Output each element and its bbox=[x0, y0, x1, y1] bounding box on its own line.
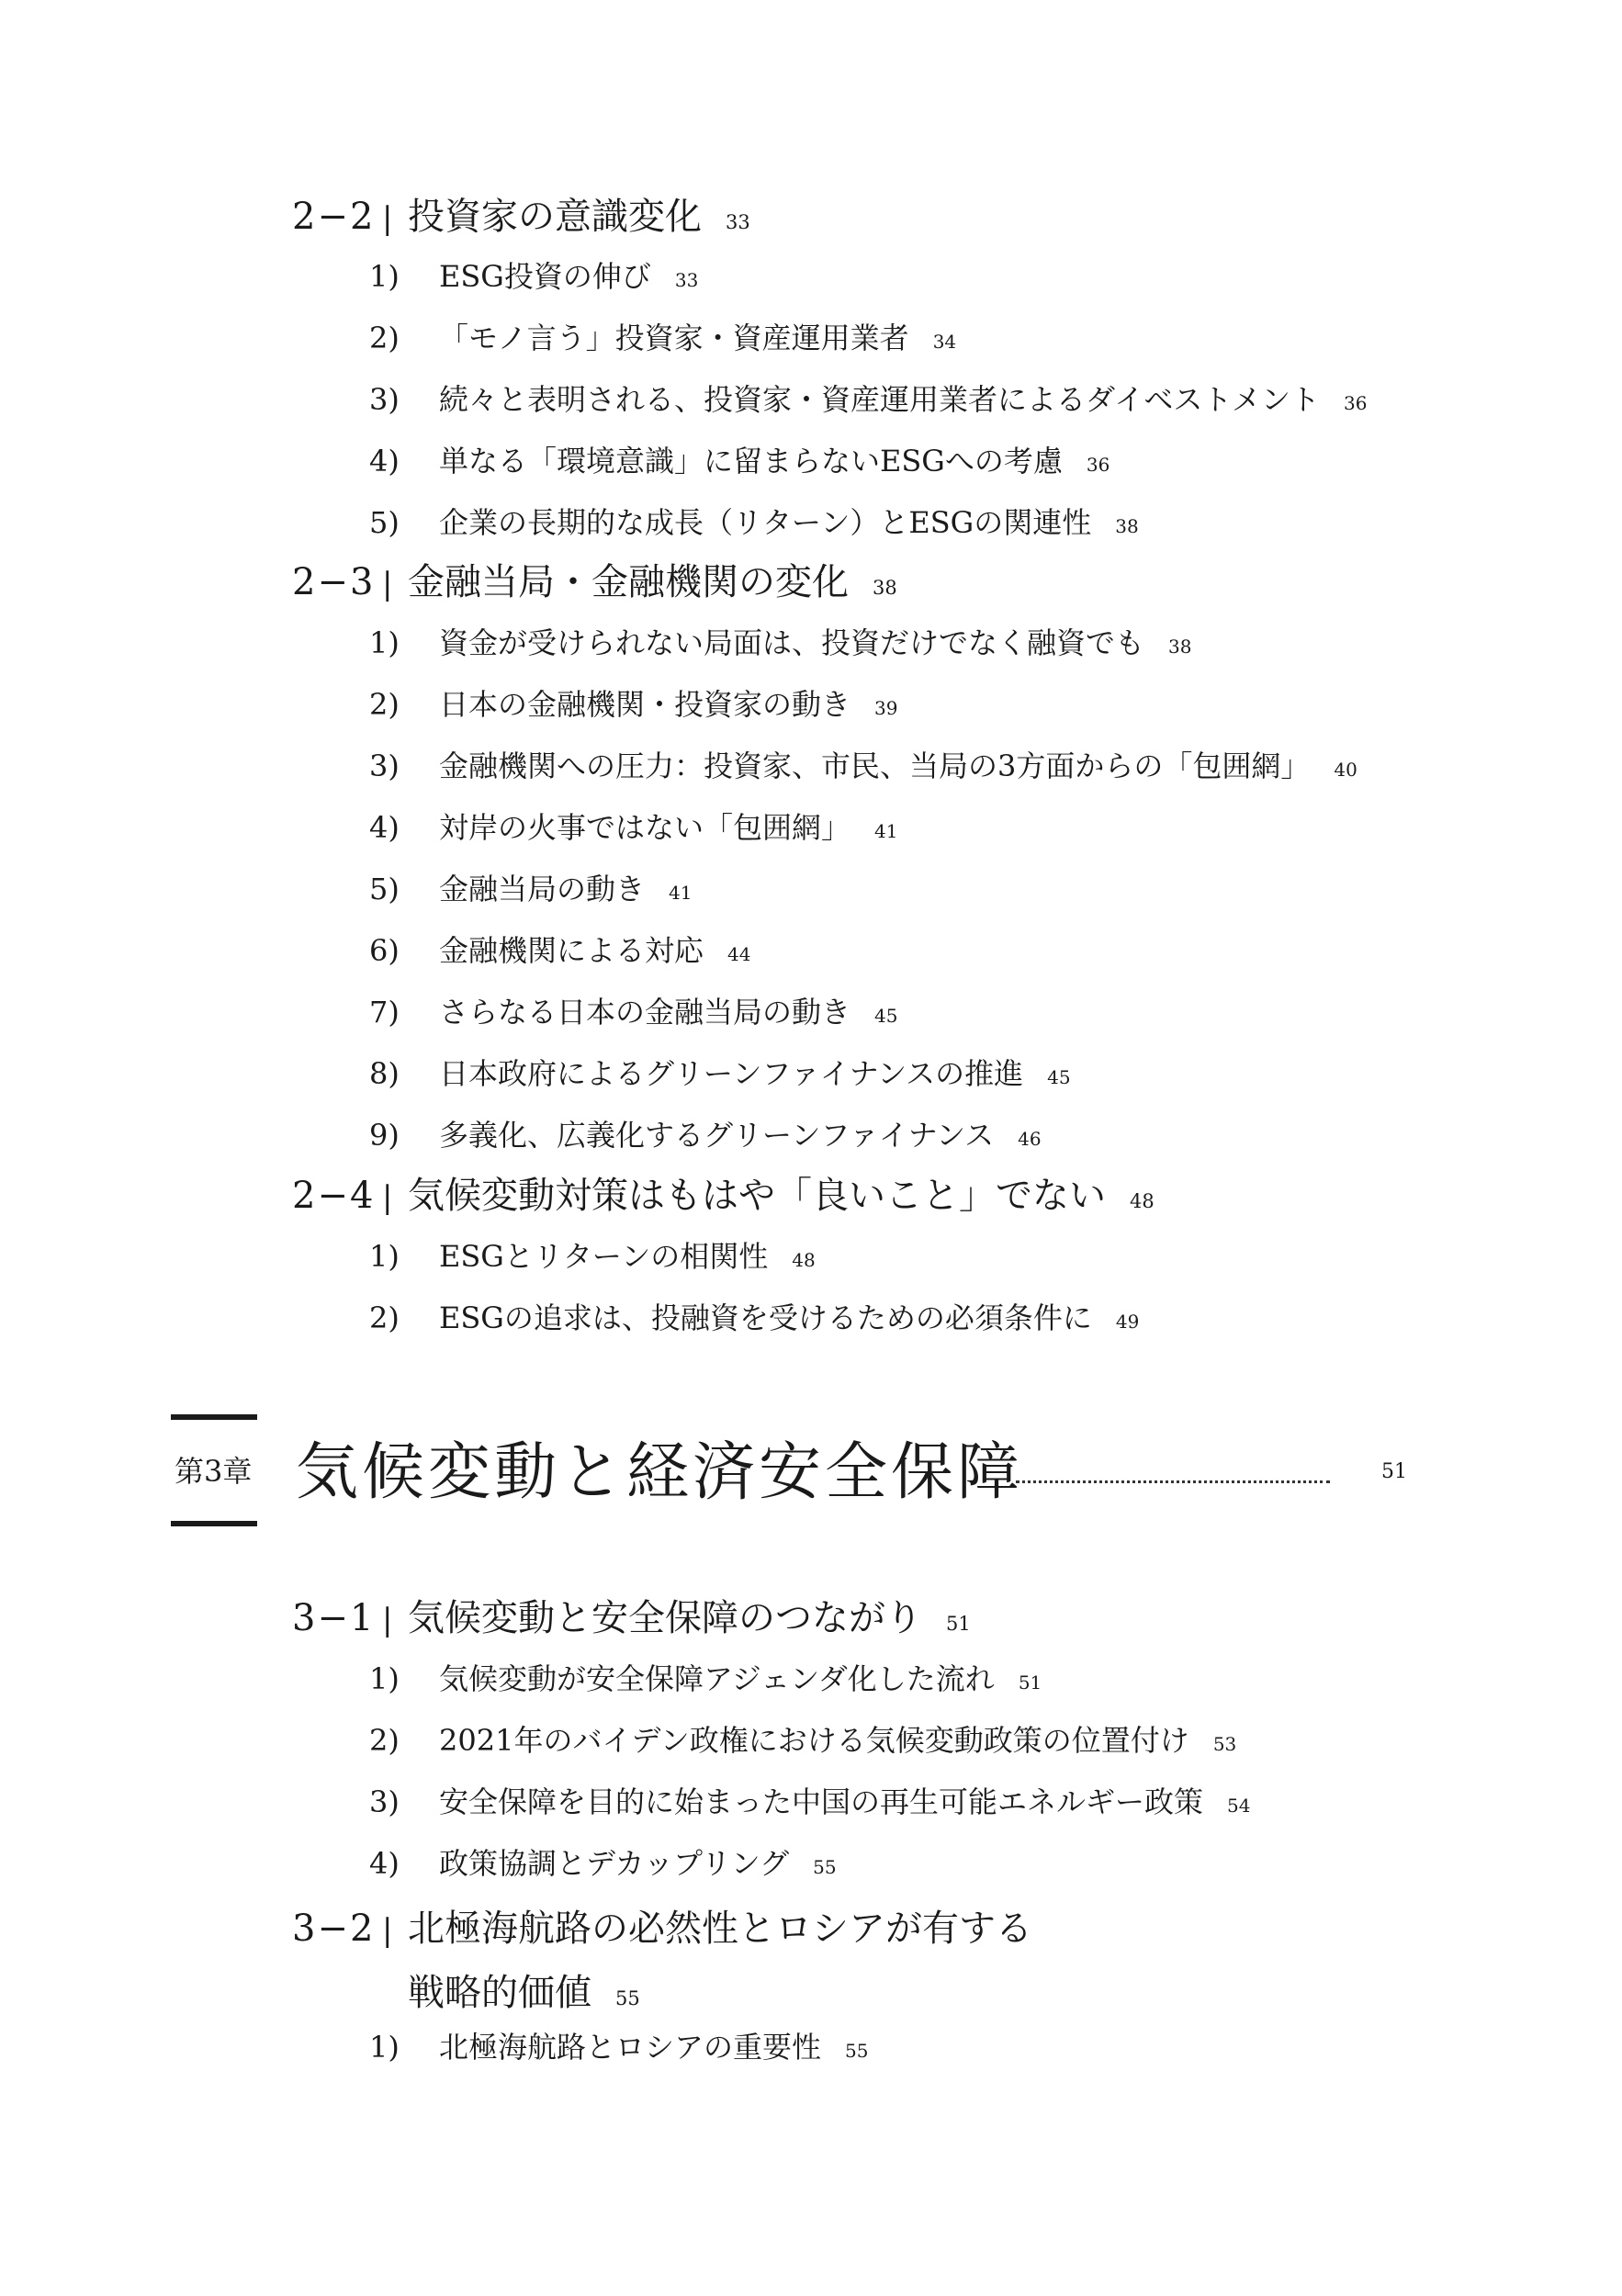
chapter-page-number: 51 bbox=[1381, 1460, 1407, 1483]
item-number: 1) bbox=[369, 1661, 400, 1696]
section-divider: | bbox=[382, 200, 393, 237]
toc-item[interactable] bbox=[369, 439, 1109, 487]
item-number: 3) bbox=[369, 1784, 400, 1819]
item-title: ESGとリターンの相関性 bbox=[439, 1239, 769, 1274]
item-title: 企業の長期的な成長（リターン）とESGの関連性 bbox=[439, 505, 1092, 540]
item-title: 日本の金融機関・投資家の動き bbox=[439, 687, 851, 722]
item-title: ESG投資の伸び bbox=[439, 259, 651, 294]
toc-item[interactable] bbox=[369, 316, 956, 364]
section-title: 北極海航路の必然性とロシアが有する bbox=[408, 1908, 1032, 1950]
item-title: さらなる日本の金融当局の動き bbox=[439, 995, 851, 1030]
section-2-4[interactable] bbox=[292, 1170, 1155, 1227]
chapter-rule-bottom bbox=[171, 1521, 257, 1526]
toc-item[interactable] bbox=[369, 1234, 816, 1282]
item-number: 1) bbox=[369, 625, 400, 660]
item-number: 4) bbox=[369, 1846, 400, 1881]
page-number: 41 bbox=[874, 820, 898, 842]
item-title: ESGの追求は、投融資を受けるための必須条件に bbox=[439, 1300, 1092, 1335]
page-number: 36 bbox=[1086, 454, 1110, 476]
page-number: 51 bbox=[946, 1613, 971, 1635]
page-number: 46 bbox=[1018, 1128, 1042, 1150]
toc-item[interactable] bbox=[369, 1052, 1071, 1099]
section-number: 2−2 bbox=[292, 196, 376, 238]
section-number: 2−3 bbox=[292, 561, 376, 603]
item-number: 2) bbox=[369, 1300, 400, 1335]
toc-item[interactable] bbox=[369, 990, 897, 1038]
item-title: 金融当局の動き bbox=[439, 872, 646, 906]
page-number: 38 bbox=[1115, 515, 1139, 537]
page-number: 36 bbox=[1344, 392, 1368, 414]
section-title: 気候変動と安全保障のつながり bbox=[408, 1597, 922, 1639]
item-title: 「モノ言う」投資家・資産運用業者 bbox=[439, 321, 909, 355]
page-number: 49 bbox=[1115, 1311, 1140, 1333]
chapter-label: 第3章 bbox=[175, 1454, 253, 1489]
section-title: 金融当局・金融機関の変化 bbox=[408, 561, 849, 603]
chapter-heading[interactable] bbox=[171, 1414, 1420, 1534]
section-3-2[interactable] bbox=[292, 1897, 1032, 2030]
page-number: 53 bbox=[1212, 1733, 1237, 1755]
page-number: 55 bbox=[845, 2040, 869, 2062]
section-number: 3−2 bbox=[292, 1908, 376, 1950]
toc-item[interactable] bbox=[369, 867, 692, 915]
page-number: 41 bbox=[669, 882, 693, 904]
item-number: 1) bbox=[369, 1239, 400, 1274]
chapter-rule-top bbox=[171, 1414, 257, 1420]
item-number: 3) bbox=[369, 382, 400, 417]
item-title: 金融機関による対応 bbox=[439, 933, 704, 968]
toc-item[interactable] bbox=[369, 501, 1139, 548]
toc-item[interactable] bbox=[369, 2025, 868, 2073]
toc-item[interactable] bbox=[369, 1296, 1139, 1344]
page-number: 48 bbox=[1130, 1190, 1155, 1212]
page-number: 55 bbox=[813, 1856, 837, 1878]
toc-item[interactable] bbox=[369, 682, 897, 730]
toc-item[interactable] bbox=[369, 1113, 1042, 1161]
toc-item[interactable] bbox=[369, 1841, 837, 1889]
toc-item[interactable] bbox=[369, 1780, 1250, 1828]
item-title: 気候変動が安全保障アジェンダ化した流れ bbox=[439, 1661, 995, 1696]
item-number: 2) bbox=[369, 1723, 400, 1758]
item-number: 5) bbox=[369, 872, 400, 906]
section-number: 3−1 bbox=[292, 1597, 376, 1639]
item-title: 対岸の火事ではない「包囲網」 bbox=[439, 810, 851, 845]
item-title: 政策協調とデカップリング bbox=[439, 1846, 790, 1881]
page-number: 55 bbox=[615, 1987, 640, 2009]
item-number: 5) bbox=[369, 505, 400, 540]
section-title: 気候変動対策はもはや「良いこと」でない bbox=[408, 1175, 1106, 1217]
item-title: 多義化、広義化するグリーンファイナンス bbox=[439, 1118, 995, 1153]
item-number: 2) bbox=[369, 321, 400, 355]
page-number: 45 bbox=[874, 1005, 898, 1027]
item-number: 2) bbox=[369, 687, 400, 722]
section-3-1[interactable] bbox=[292, 1593, 971, 1649]
item-number: 4) bbox=[369, 444, 400, 478]
toc-item[interactable] bbox=[369, 744, 1357, 792]
page-number: 40 bbox=[1334, 759, 1357, 781]
item-title: 2021年のバイデン政権における気候変動政策の位置付け bbox=[439, 1723, 1189, 1758]
item-number: 3) bbox=[369, 748, 400, 783]
section-2-3[interactable] bbox=[292, 557, 897, 613]
page-number: 54 bbox=[1227, 1795, 1251, 1817]
section-title: 投資家の意識変化 bbox=[408, 196, 702, 238]
page-number: 33 bbox=[674, 269, 699, 291]
item-number: 8) bbox=[369, 1056, 400, 1091]
item-title: 安全保障を目的に始まった中国の再生可能エネルギー政策 bbox=[439, 1784, 1204, 1819]
item-number: 6) bbox=[369, 933, 400, 968]
section-title-continued bbox=[292, 1962, 1032, 2030]
page-number: 44 bbox=[727, 943, 751, 965]
page-number: 33 bbox=[726, 211, 750, 233]
section-number: 2−4 bbox=[292, 1175, 376, 1217]
page-number: 51 bbox=[1018, 1671, 1042, 1694]
item-title: 日本政府によるグリーンファイナンスの推進 bbox=[439, 1056, 1024, 1091]
page-number: 38 bbox=[1168, 636, 1192, 658]
section-divider: | bbox=[382, 1602, 393, 1638]
item-title: 単なる「環境意識」に留まらないESGへの考慮 bbox=[439, 444, 1063, 478]
dot-leader bbox=[1016, 1462, 1330, 1483]
item-title: 金融機関への圧力：投資家、市民、当局の3方面からの「包囲網」 bbox=[439, 748, 1311, 783]
item-number: 4) bbox=[369, 810, 400, 845]
item-number: 1) bbox=[369, 2030, 400, 2065]
section-divider: | bbox=[382, 1912, 393, 1949]
item-title: 資金が受けられない局面は、投資だけでなく融資でも bbox=[439, 625, 1145, 660]
page-number: 48 bbox=[792, 1249, 816, 1271]
toc-item[interactable] bbox=[369, 929, 750, 976]
toc-item[interactable] bbox=[369, 621, 1191, 669]
item-title: 北極海航路とロシアの重要性 bbox=[439, 2030, 822, 2065]
page-number: 34 bbox=[932, 331, 957, 353]
toc-item[interactable] bbox=[369, 377, 1368, 425]
toc-item[interactable] bbox=[369, 1657, 1042, 1705]
section-divider: | bbox=[382, 566, 393, 602]
item-number: 1) bbox=[369, 259, 400, 294]
toc-item[interactable] bbox=[369, 254, 698, 302]
section-2-2[interactable] bbox=[292, 191, 750, 248]
page-number: 45 bbox=[1047, 1066, 1071, 1088]
toc-item[interactable] bbox=[369, 1718, 1236, 1766]
section-title-line2: 戦略的価値 bbox=[408, 1972, 591, 2014]
page-number: 39 bbox=[874, 697, 898, 719]
item-number: 7) bbox=[369, 995, 400, 1030]
page-number: 38 bbox=[873, 577, 897, 599]
item-title: 続々と表明される、投資家・資産運用業者によるダイベストメント bbox=[439, 382, 1321, 417]
toc-item[interactable] bbox=[369, 805, 897, 853]
item-number: 9) bbox=[369, 1118, 400, 1153]
chapter-title: 気候変動と経済安全保障 bbox=[296, 1436, 1024, 1509]
section-divider: | bbox=[382, 1179, 393, 1216]
